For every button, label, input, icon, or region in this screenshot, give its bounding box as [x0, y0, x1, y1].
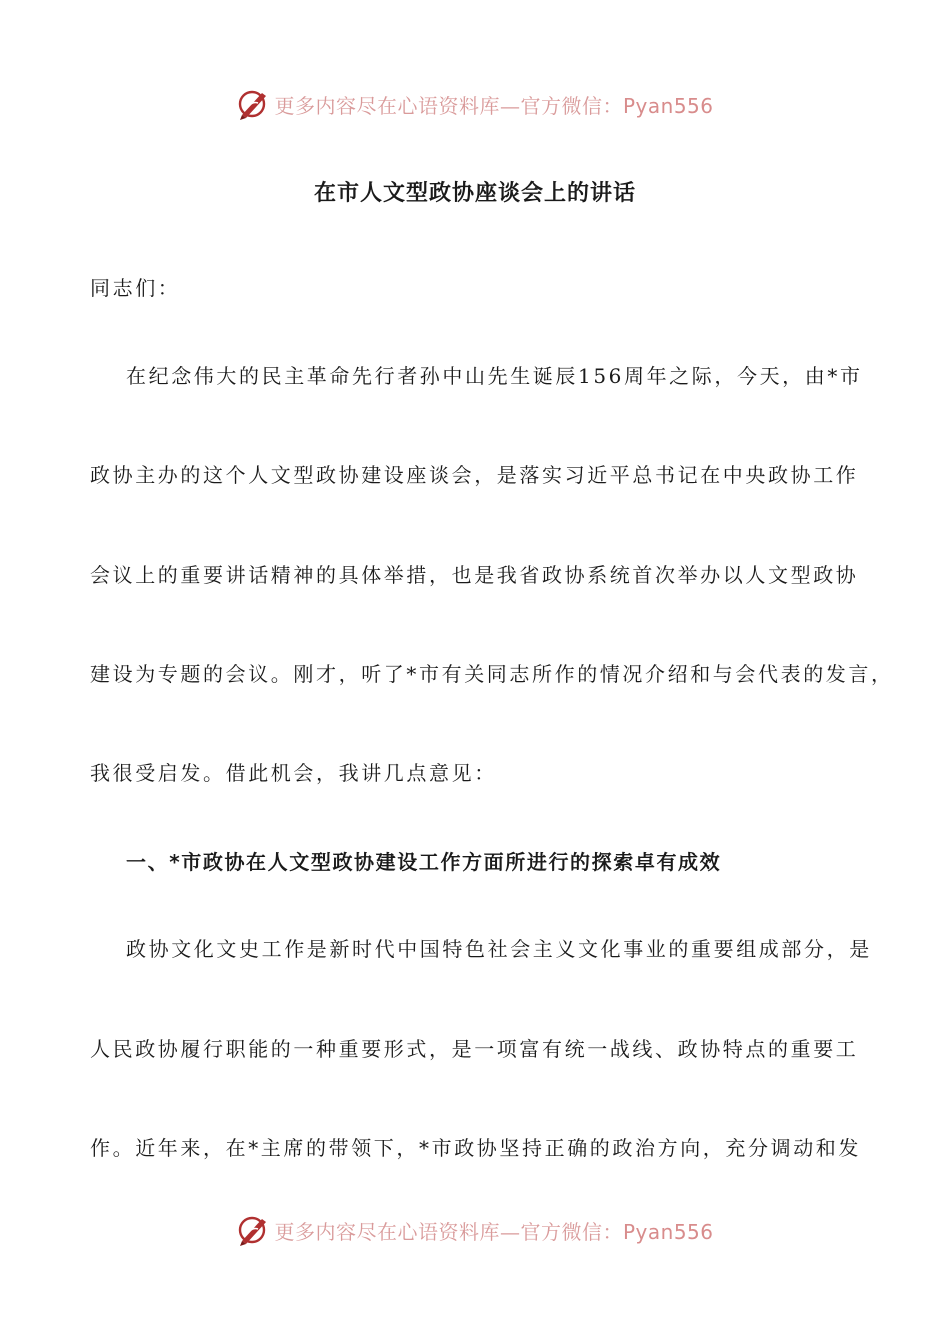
watermark-footer — [0, 1210, 950, 1250]
pen-circle-logo-icon — [236, 87, 270, 121]
paragraph-line: 我很受启发。借此机会，我讲几点意见： — [90, 761, 497, 785]
watermark-text — [274, 1216, 713, 1245]
watermark-id: Pyan556 — [622, 1219, 714, 1244]
watermark-header — [0, 84, 950, 124]
paragraph-line: 建设为专题的会议。刚才，听了*市有关同志所作的情况介绍和与会代表的发言， — [90, 662, 894, 686]
paragraph-line: 会议上的重要讲话精神的具体举措，也是我省政协系统首次举办以人文型政协 — [90, 563, 859, 587]
watermark-prefix: 更多内容尽在心语资料库—官方微信： — [274, 93, 623, 118]
watermark-prefix: 更多内容尽在心语资料库—官方微信： — [274, 1219, 623, 1244]
paragraph-line: 政协主办的这个人文型政协建设座谈会，是落实习近平总书记在中央政协工作 — [90, 463, 859, 487]
paragraph-line: 政协文化文史工作是新时代中国特色社会主义文化事业的重要组成部分，是 — [126, 937, 872, 961]
paragraph-line: 人民政协履行职能的一种重要形式，是一项富有统一战线、政协特点的重要工 — [90, 1037, 859, 1061]
salutation: 同志们： — [90, 276, 181, 300]
paragraph-line: 在纪念伟大的民主革命先行者孙中山先生诞辰156周年之际，今天，由*市 — [126, 364, 863, 388]
section-heading: 一、*市政协在人文型政协建设工作方面所进行的探索卓有成效 — [126, 850, 722, 874]
watermark-text — [274, 90, 713, 119]
paragraph-line: 作。近年来，在*主席的带领下，*市政协坚持正确的政治方向，充分调动和发 — [90, 1136, 861, 1160]
pen-circle-logo-icon — [236, 1213, 270, 1247]
watermark-id: Pyan556 — [622, 93, 714, 118]
document-title: 在市人文型政协座谈会上的讲话 — [313, 180, 636, 206]
